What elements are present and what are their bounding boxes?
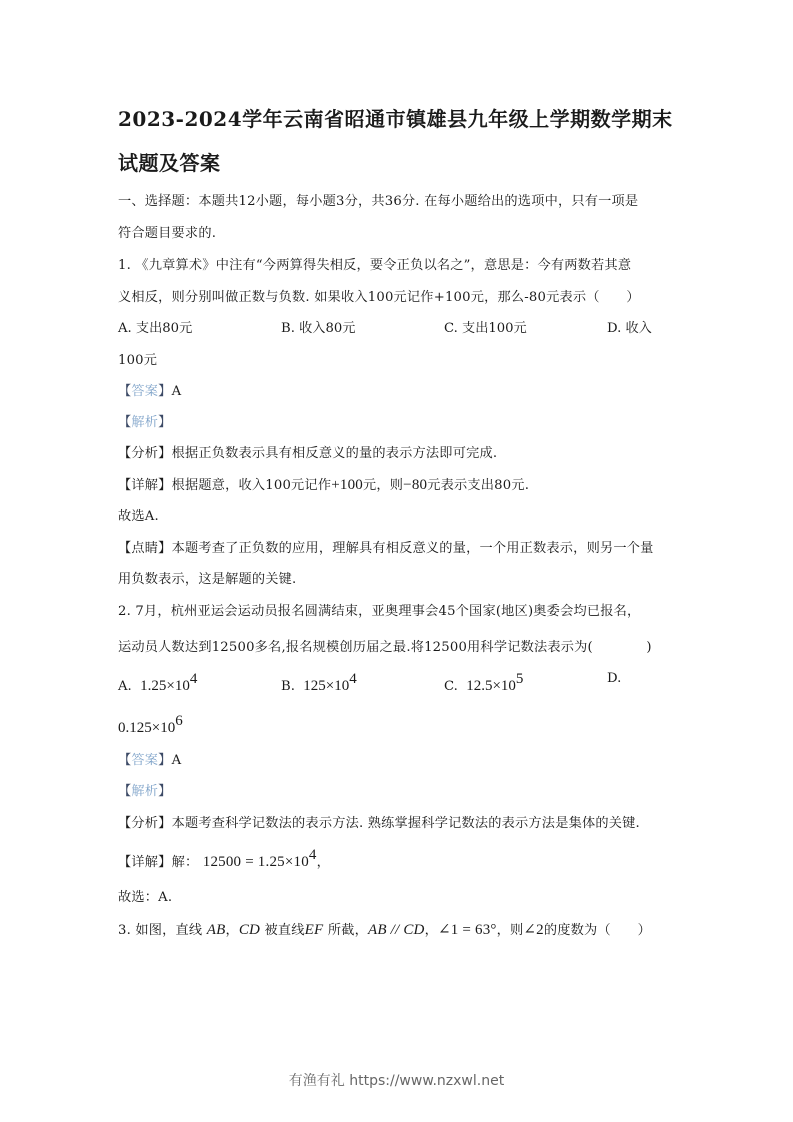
document-title-line-2: 试题及答案 [118,151,221,175]
footer-watermark: 有渔有礼 https://www.nzxwl.net [288,1073,505,1089]
q2-fenxi [118,812,640,831]
bracket-open: 【 [118,753,132,768]
xiangjie-tag: 【详解】 [118,855,172,870]
q1-dianjing-line-2: 用负数表示，这是解题的关键. [118,572,297,587]
document-title-line-1: 2023-2024学年云南省昭通市镇雄县九年级上学期数学期末 [118,107,673,131]
q1-choose: 故选A. [118,509,159,524]
fenxi-tag: 【分析】 [118,816,172,831]
bracket-close: 】 [158,784,172,799]
q1-analysis-heading [118,411,172,430]
answer-value: A [171,384,182,399]
bracket-close: 】 [158,753,172,768]
analysis-tag: 解析 [131,784,159,799]
dianjing-text-1: 本题考查了正负数的应用，理解具有相反意义的量，一个用正数表示，则另一个量 [171,541,654,556]
fenxi-text: 本题考查科学记数法的表示方法. 熟练掌握科学记数法的表示方法是集体的关键. [171,816,640,831]
q1-answer [118,380,181,399]
bracket-close: 】 [158,384,172,399]
q3-text-c: 所截， [327,923,368,938]
math-equation: 12500 = 1.25×10 [202,854,309,870]
bracket-open: 【 [118,415,132,430]
q2-option-d: $0.125\times 10^6$ [118,713,183,736]
math-minus-80: −80 [403,477,428,493]
fenxi-tag: 【分析】 [118,446,172,461]
q1-xiangjie [118,474,529,494]
math-plus-100: +100 [331,477,363,493]
q1-stem-line-2: 义相反，则分别叫做正数与负数. 如果收入100元记作+100元，那么-80元表示（ ） [118,290,640,305]
q1-dianjing [118,537,654,556]
bracket-close: 】 [158,415,172,430]
math-parallel: AB // CD [367,922,425,938]
punct: ， [316,855,331,870]
xiangjie-pre: 解： [171,855,199,870]
dianjing-tag: 【点睛】 [118,541,172,556]
q1-option-a: A. 支出80元 [118,321,193,336]
fenxi-text: 根据正负数表示具有相反意义的量的表示方法即可完成. [171,446,498,461]
analysis-tag: 解析 [131,415,159,430]
answer-tag: 答案 [131,753,159,768]
xiangjie-text-a: 根据题意，收入100元记作 [171,478,332,493]
q2-stem-line-2: 运动员人数达到12500多名,报名规模创历届之最.将12500用科学记数法表示为( ) [118,640,652,655]
q2-option-d-label: D. [607,671,622,686]
xiangjie-text-b: 元，则 [362,478,404,493]
punct: ， [225,923,239,938]
section-instructions-line-1: 一、选择题：本题共12小题，每小题3分，共36分. 在每小题给出的选项中，只有一项是 [118,194,639,209]
q3-text-a: 3. 如图，直线 [118,923,203,938]
section-instructions-line-2: 符合题目要求的. [118,226,217,241]
q1-fenxi [118,442,497,461]
q2-stem-line-1: 2. 7月，杭州亚运会运动员报名圆满结束，亚奥理事会45个国家(地区)奥委会均已报名， [118,604,641,619]
q2-choose: 故选：A. [118,890,173,905]
q2-option-c: C. $12.5\times 10^5$ [444,671,524,694]
math-exponent: 4 [308,847,317,863]
q1-option-c: C. 支出100元 [444,321,527,336]
q3-text-e: 的度数为（ ） [543,923,651,938]
q3-stem [118,919,651,939]
q2-analysis-heading [118,780,172,799]
q2-xiangjie [118,847,330,871]
q2-answer [118,749,181,768]
math-angle-1: ∠1 = 63° [437,922,497,938]
q1-option-d-wrap: 100元 [118,353,158,368]
xiangjie-tag: 【详解】 [118,478,172,493]
q2-option-a: A. $1.25\times 10^4$ [118,671,198,694]
q2-option-b: B. $125\times 10^4$ [281,671,357,694]
math-angle-2: ∠2 [523,922,544,938]
q3-text-d: ，则 [496,923,524,938]
answer-value: A [171,753,182,768]
q3-text-b: 被直线 [264,923,305,938]
math-ef: EF [304,922,324,938]
q1-stem-line-1: 1. 《九章算术》中注有“今两算得失相反，要令正负以名之”，意思是：今有两数若其意 [118,258,632,273]
answer-tag: 答案 [131,384,159,399]
xiangjie-text-c: 元表示支出80元. [427,478,530,493]
q1-option-d: D. 收入 [607,321,652,336]
math-cd: CD [238,922,261,938]
bracket-open: 【 [118,784,132,799]
q1-option-b: B. 收入80元 [281,321,356,336]
math-ab: AB [206,922,226,938]
bracket-open: 【 [118,384,132,399]
punct: ， [424,923,438,938]
